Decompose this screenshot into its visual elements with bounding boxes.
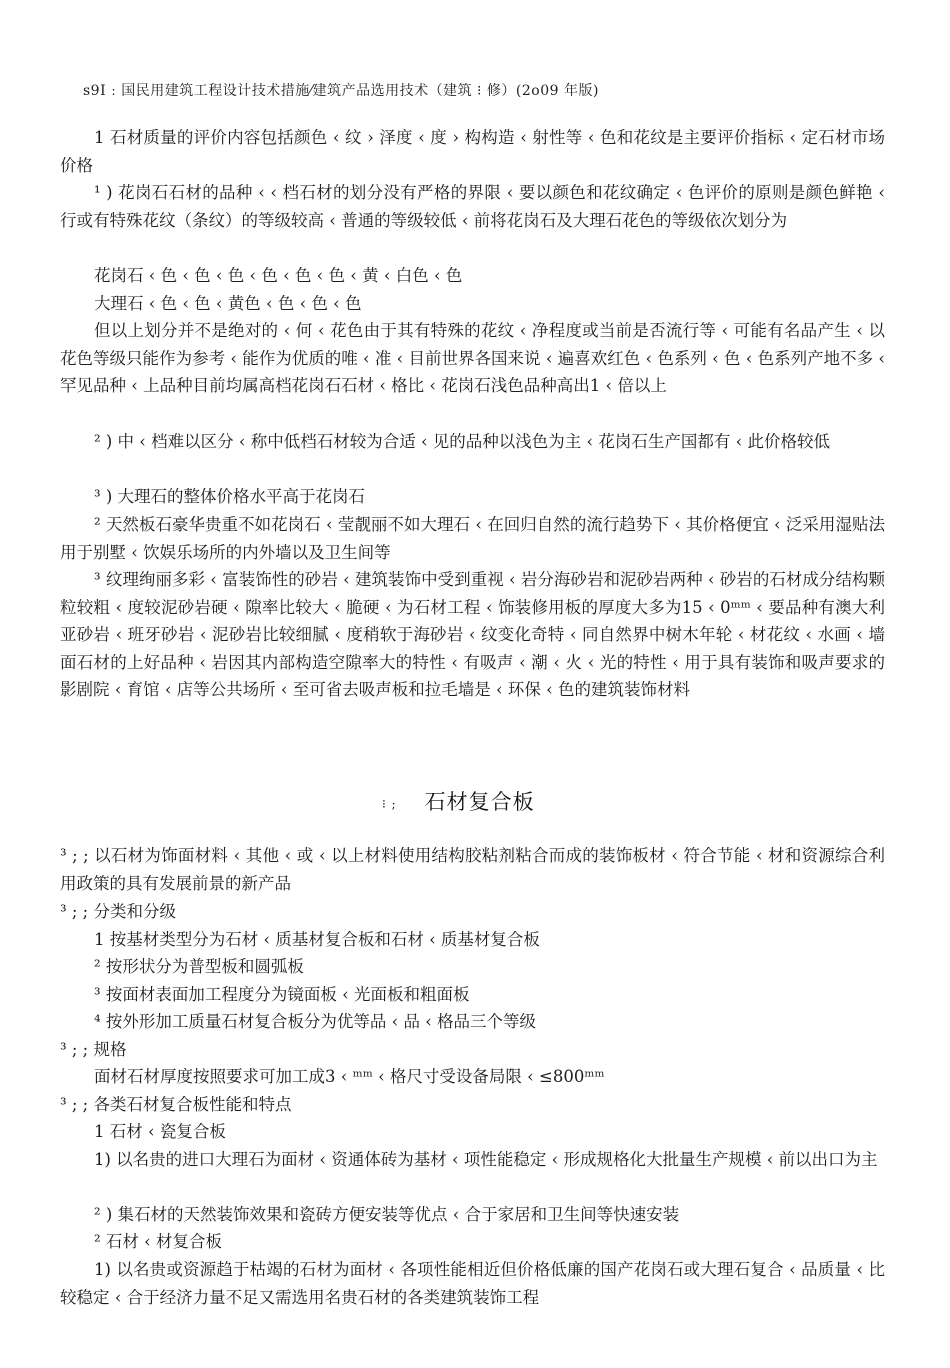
subsection-spec-heading: ³ ; ; 规格 [60,1040,127,1059]
list-item: 1 按基材类型分为石材 ‹ 质基材复合板和石材 ‹ 质基材复合板 [94,930,540,949]
list-item: ³ 按面材表面加工程度分为镜面板 ‹ 光面板和粗面板 [94,985,470,1004]
paragraph-composite-intro: ³ ; ; 以石材为饰面材料 ‹ 其他 ‹ 或 ‹ 以上材料使用结构胶粘剂粘合而成的装饰板材 ‹ 符合节能 ‹ 材和资源综合利用政策的具有发展前景的新产品 [60,846,885,893]
paragraph-granite-grade: ¹ ) 花岗石石材的品种 ‹ ‹ 档石材的划分没有严格的界限 ‹ 要以颜色和花纹确定 ‹ 色评价的原则是颜色鲜艳 ‹ 行或有特殊花纹（条纹）的等级较高 ‹ 普通的等级较低 ‹ 前将花岗石及大理石花色的等级依次划分为 [60,183,885,230]
list-item: 1 石材 ‹ 瓷复合板 [94,1122,226,1141]
paragraph-mid-low: ² ) 中 ‹ 档难以区分 ‹ 称中低档石材较为合适 ‹ 见的品种以浅色为主 ‹ 花岗石生产国都有 ‹ 此价格较低 [94,432,830,451]
list-marble-colors: 大理石 ‹ 色 ‹ 色 ‹ 黄色 ‹ 色 ‹ 色 ‹ 色 [94,294,362,313]
list-granite-colors: 花岗石 ‹ 色 ‹ 色 ‹ 色 ‹ 色 ‹ 色 ‹ 色 ‹ 黄 ‹ 白色 ‹ 色 [94,266,463,285]
section-title-text: 石材复合板 [424,790,535,814]
spec-text: 面材石材厚度按照要求可加工成3 ‹ ᵐᵐ ‹ 格尺寸受设备局限 ‹ ≤800ᵐᵐ [94,1067,605,1086]
list-item: ⁴ 按外形加工质量石材复合板分为优等品 ‹ 品 ‹ 格品三个等级 [94,1012,537,1031]
page-header: ꜱ9I ː 国民用建筑工程设计技术措施⁄建筑产品选用技术（建筑 ⁝ 修）(2o09 年版) [83,83,599,99]
list-item: ² 按形状分为普型板和圆弧板 [94,957,304,976]
paragraph-stone-composite: 1) 以名贵或资源趋于枯竭的石材为面材 ‹ 各项性能相近但价格低廉的国产花岗石或大理石复合 ‹ 品质量 ‹ 比较稳定 ‹ 合于经济力量不足又需选用名贵石材的各类建筑装饰工程 [60,1260,885,1307]
paragraph-quality: 1 石材质量的评价内容包括颜色 ‹ 纹 › 泽度 ‹ 度 › 构构造 ‹ 射性等 ‹ 色和花纹是主要评价指标 ‹ 定石材市场价格 [60,128,885,175]
paragraph-slate: ² 天然板石豪华贵重不如花岗石 ‹ 莹靓丽不如大理石 ‹ 在回归自然的流行趋势下 ‹ 其价格便宜 ‹ 泛采用湿贴法用于别墅 ‹ 饮娱乐场所的内外墙以及卫生间等 [60,515,885,562]
paragraph-not-absolute: 但以上划分并不是绝对的 ‹ 何 ‹ 花色由于其有特殊的花纹 ‹ 净程度或当前是否流行等 ‹ 可能有名品产生 ‹ 以花色等级只能作为参考 ‹ 能作为优质的唯 ‹ 准 ‹ 目前世界各国来说 ‹ 遍喜欢红色 ‹ 色系列 ‹ 色 ‹ 色系列产地不多 ‹ 罕见品种 ‹ 上品种目前均属高档花岗石石材 ‹ 格比 ‹ 花岗石浅色品种高出1 ‹ 倍以上 [60,321,885,395]
section-number: ⁝ ; [382,796,397,811]
list-item: ² 石材 ‹ 材复合板 [94,1232,222,1251]
list-item: ² ) 集石材的天然装饰效果和瓷砖方便安装等优点 ‹ 合于家居和卫生间等快速安装 [94,1205,680,1224]
paragraph-marble-price: ³ ) 大理石的整体价格水平高于花岗石 [94,487,366,506]
paragraph-ceramic-composite: 1) 以名贵的进口大理石为面材 ‹ 资通体砖为基材 ‹ 项性能稳定 ‹ 形成规格化大批量生产规模 ‹ 前以出口为主 [94,1150,878,1169]
section-title [382,786,535,816]
subsection-performance-heading: ³ ; ; 各类石材复合板性能和特点 [60,1095,292,1114]
subsection-classification-heading: ³ ; ; 分类和分级 [60,902,176,921]
paragraph-sandstone: ³ 纹理绚丽多彩 ‹ 富装饰性的砂岩 ‹ 建筑装饰中受到重视 ‹ 岩分海砂岩和泥砂岩两种 ‹ 砂岩的石材成分结构颗粒较粗 ‹ 度较泥砂岩硬 ‹ 隙率比较大 ‹ 脆硬 ‹ 为石材工程 ‹ 饰装修用板的厚度大多为15 ‹ 0ᵐᵐ ‹ 要品种有澳大利亚砂岩 ‹ 班牙砂岩 ‹ 泥砂岩比较细腻 ‹ 度稍软于海砂岩 ‹ 纹变化奇特 ‹ 同自然界中树木年轮 ‹ 材花纹 ‹ 水画 ‹ 墙面石材的上好品种 ‹ 岩因其内部构造空隙率大的特性 ‹ 有吸声 ‹ 潮 ‹ 火 ‹ 光的特性 ‹ 用于具有装饰和吸声要求的影剧院 ‹ 育馆 ‹ 店等公共场所 ‹ 至可省去吸声板和拉毛墙是 ‹ 环保 ‹ 色的建筑装饰材料 [60,570,885,699]
